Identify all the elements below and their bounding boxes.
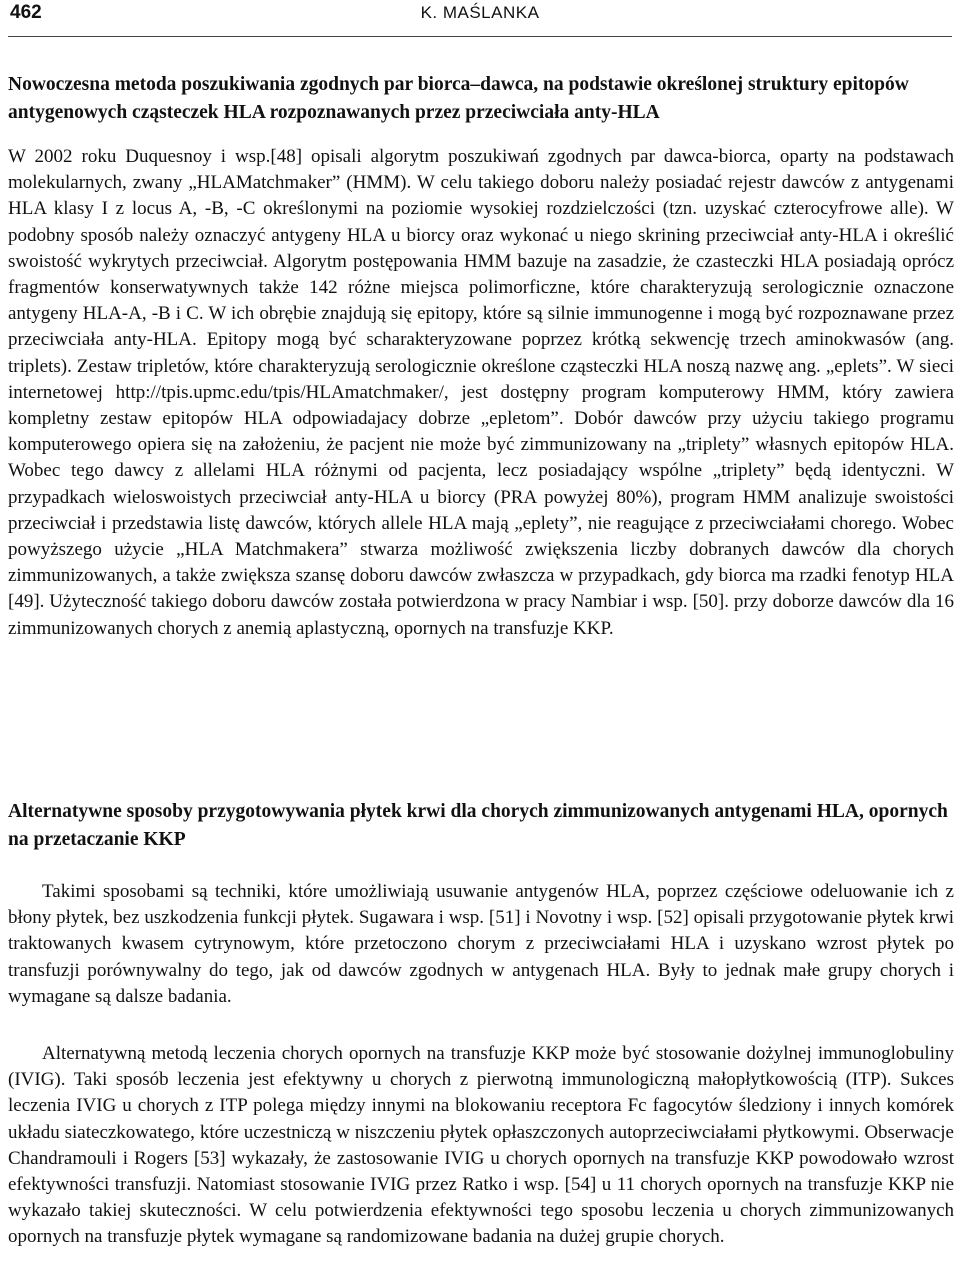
running-title: K. MAŚLANKA [420, 3, 540, 22]
section-title-alternative-methods: Alternatywne sposoby przygotowywania płytek krwi dla chorych zimmunizowanych antygenami HLA, opornych na przetaczanie KKP [8, 801, 948, 850]
header-divider [8, 36, 952, 37]
body-paragraph: Alternatywną metodą leczenia chorych opornych na transfuzje KKP może być stosowanie dożylnej immunoglobuliny (IVIG). Taki sposób leczenia jest efektywny u chorych z pierwotną immunologiczną małopłytkowością (ITP). Sukces leczenia IVIG u chorych z ITP polega między innymi na blokowaniu receptora Fc fagocytów śledziony i innych komórek układu siateczkowatego, które uczestniczą w niszczeniu płytek opłaszczonych autoprzeciwciałami płytkowymi. Obserwacje Chandramouli i Rogers [53] wykazały, że zastosowanie IVIG u chorych opornych na transfuzje KKP powodowało wzrost efektywności transfuzji. Natomiast stosowanie IVIG przez Ratko i wsp. [54] u 11 chorych opornych na transfuzje KKP nie wykazało takiej skuteczności. W celu potwierdzenia efektywności tego sposobu leczenia u chorych zimmunizowanych opornych na transfuzje płytek wymagane są randomizowane badania na dużej grupie chorych. [8, 1043, 954, 1248]
running-header [10, 0, 950, 28]
section-title-hlamatchmaker: Nowoczesna metoda poszukiwania zgodnych par biorca–dawca, na podstawie określonej struktury epitopów antygenowych cząsteczek HLA rozpoznawanych przez przeciwciała anty-HLA [8, 74, 909, 123]
body-paragraph: W 2002 roku Duquesnoy i wsp.[48] opisali algorytm poszukiwań zgodnych par dawca-biorca, oparty na podstawach molekularnych, zwany „HLAMatchmaker” (HMM). W celu takiego doboru należy posiadać rejestr dawców z antygenami HLA klasy I z locus A, -B, -C określonymi na poziomie wysokiej rozdzielczości (tzn. uzyskać czterocyfrowe alle). W podobny sposób należy oznaczyć antygeny HLA u biorcy oraz wykonać u niego skrining przeciwciał anty-HLA i określić swoistość wykrytych przeciwciał. Algorytm postępowania HMM bazuje na zasadzie, że czasteczki HLA posiadają oprócz fragmentów konserwatywnych także 142 różne miejsca polimorficzne, które charakteryzują serologicznie oznaczone antygeny HLA-A, -B i C. W ich obrębie znajdują się epitopy, które są silnie immunogenne i mogą być rozpoznawane przez przeciwciała anty-HLA. Epitopy mogą być scharakteryzowane poprzez krótką sekwencję trzech aminokwasów (ang. triplets). Zestaw tripletów, które charakteryzują serologicznie określone cząsteczki HLA noszą nazwę ang. „eplets”. W sieci internetowej http://tpis.upmc.edu/tpis/HLAmatchmaker/, jest dostępny program komputerowy HMM, który zawiera kompletny zestaw epitopów HLA odpowiadajacy dobrze „epletom”. Dobór dawców przy użyciu takiego programu komputerowego opiera się na założeniu, że pacjent nie może być zimmunizowany na „triplety” własnych epitopów HLA. Wobec tego dawcy z allelami HLA różnymi od pacjenta, lecz posiadający wspólne „triplety” będą identyczni. W przypadkach wieloswoistych przeciwciał anty-HLA u biorcy (PRA powyżej 80%), program HMM analizuje swoistości przeciwciał i przedstawia listę dawców, których allele HLA mają „eplety”, nie reagujące z przeciwciałami chorego. Wobec powyższego użycie „HLA Matchmakera” stwarza możliwość zwiększenia liczby dobranych dawców dla chorych zimmunizowanych, a także zwiększa szansę doboru dawców zwłaszcza w przypadkach, gdy biorca ma rzadki fenotyp HLA [49]. Użyteczność takiego doboru dawców została potwierdzona w pracy Nambiar i wsp. [50]. przy doborze dawców dla 16 zimmunizowanych chorych z anemią aplastyczną, opornych na transfuzje KKP. [8, 146, 954, 639]
page-number: 462 [10, 2, 42, 23]
body-paragraph: Takimi sposobami są techniki, które umożliwiają usuwanie antygenów HLA, poprzez częściowe odeluowanie ich z błony płytek, bez uszkodzenia funkcji płytek. Sugawara i wsp. [51] i Novotny i wsp. [52] opisali przygotowanie płytek krwi traktowanych kwasem cytrynowym, które przetoczono chorym z przeciwciałami HLA i uzyskano wzrost płytek po transfuzji porównywalny do tego, jak od dawców zgodnych w antygenach HLA. Były to jednak małe grupy chorych i wymagane są dalsze badania. [8, 881, 954, 1007]
